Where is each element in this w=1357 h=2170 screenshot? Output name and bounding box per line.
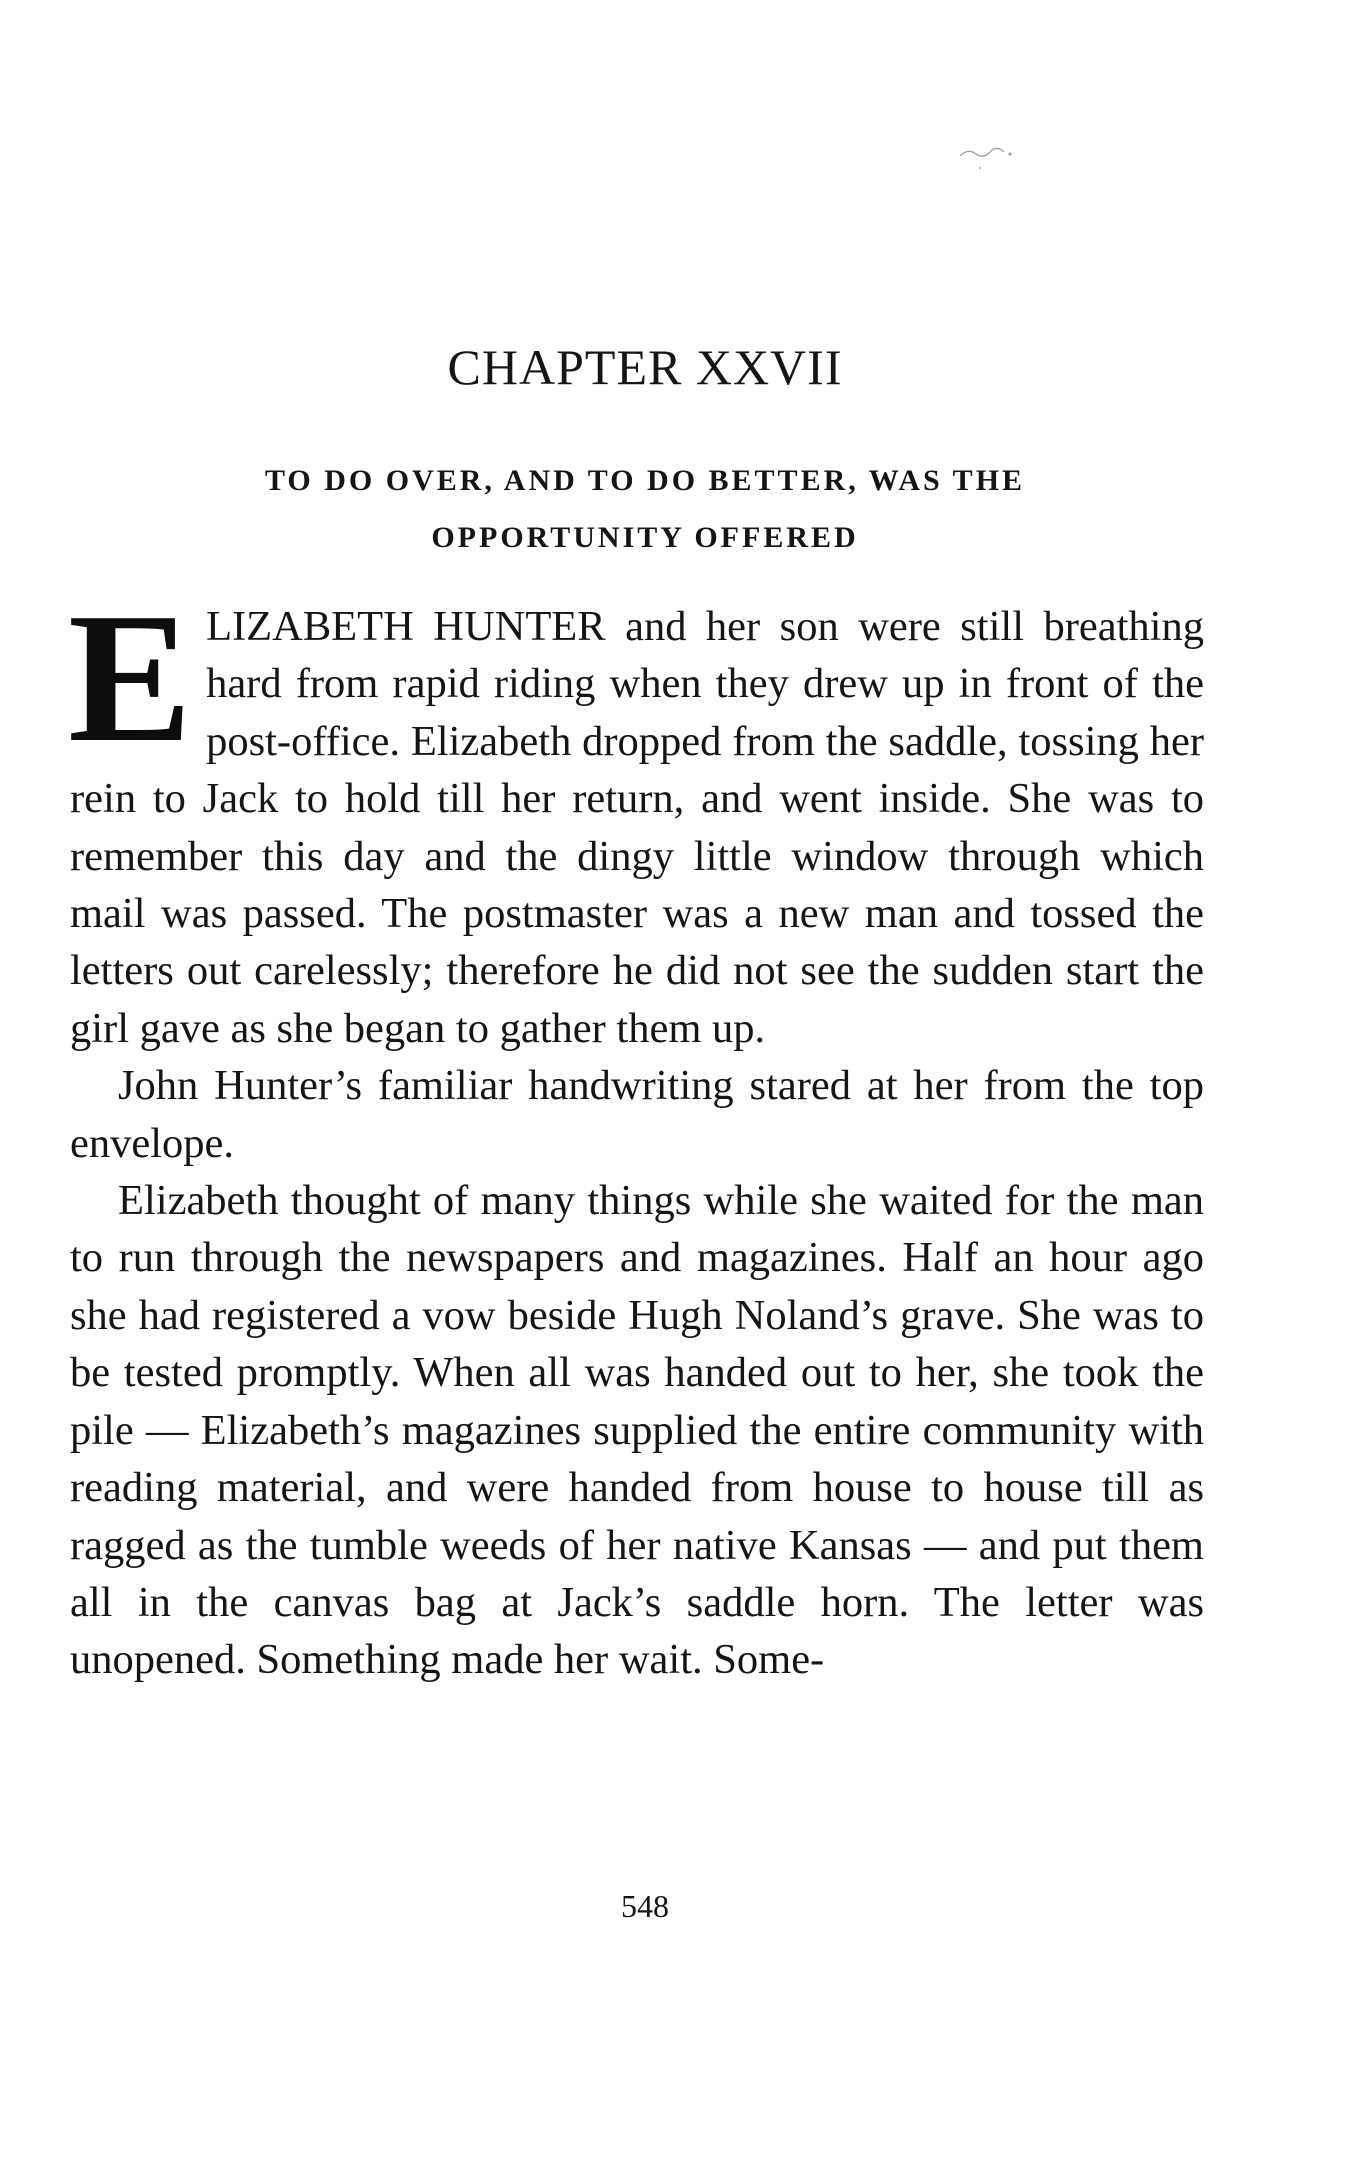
chapter-title: CHAPTER XXVII [447,339,843,395]
paragraph: Elizabeth thought of many things while she waited for the man to run through the newspapers and magazines. Half an hour ago she had registered a vow beside Hugh Noland’s grave. She was to be tested promptly. When all was handed out to her, she took the pile — Elizabeth’s magazines supplied the entire community with reading material, and were handed from house to house till as ragged as the tumble weeds of her native Kansas — and put them all in the canvas bag at Jack’s saddle horn. The letter was unopened. Something made her wait. Some- [70,1177,1204,1684]
body-text [68,575,1204,1689]
paragraph-text: LIZABETH HUNTER and her son were still breathing hard from rapid riding when they drew up in front of the post-office. Elizabeth dropped from the saddle, tossing her rein to Jack to hold till her return, and went inside. She was to remember this day and the dingy little window through which mail was passed. The postmaster was a new man and tossed the letters out carelessly; therefore he did not see the sudden start the girl gave as she began to gather them up. [70,603,1204,1052]
chapter-subtitle-line: OPPORTUNITY OFFERED [431,521,859,554]
chapter-subtitle [150,452,1140,566]
chapter-subtitle-line: TO DO OVER, AND TO DO BETTER, WAS THE [264,464,1026,497]
paragraph: John Hunter’s familiar handwriting stared at her from the top envelope. [70,1062,1204,1167]
paper-speck-mark [958,138,1028,178]
drop-cap: E [68,575,193,781]
page-number: 548 [621,1888,669,1924]
paragraph [68,575,1204,1057]
